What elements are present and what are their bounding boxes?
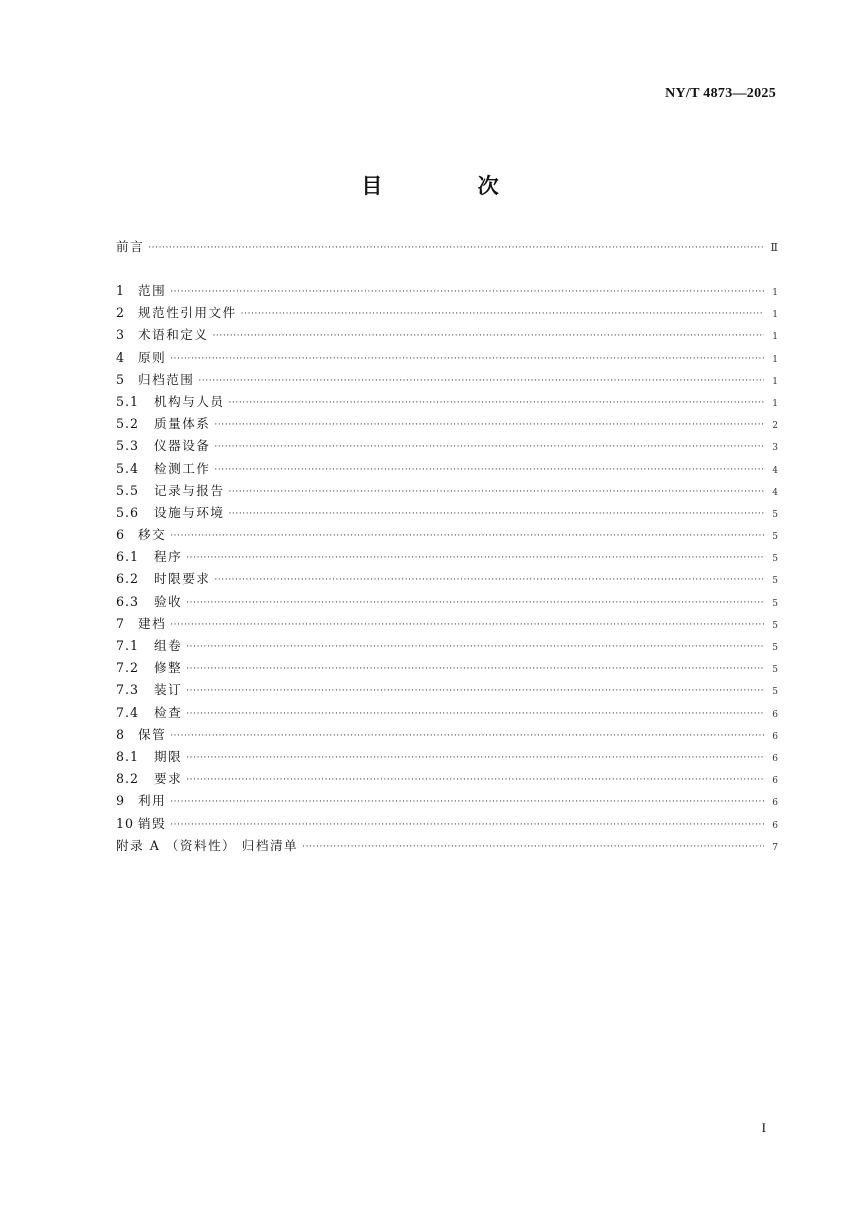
dot-leader <box>302 842 764 852</box>
toc-entry-page: 6 <box>772 798 778 809</box>
toc-entry-number: 7.3 <box>116 682 140 698</box>
dot-leader <box>228 398 764 408</box>
toc-entry-number: 7 <box>116 615 126 631</box>
toc-entry-page: 6 <box>772 731 778 742</box>
toc-entry-label: 程序 <box>154 549 183 565</box>
dot-leader <box>228 509 764 519</box>
toc-entry[interactable] <box>116 835 778 857</box>
page-title: 目 次 <box>361 174 543 198</box>
toc-entry-label: 利用 <box>138 793 167 809</box>
toc-entry-page: 5 <box>772 598 778 609</box>
toc-entry-number: 6 <box>116 527 126 543</box>
toc-entry[interactable] <box>116 369 778 391</box>
toc-entry-page: Ⅱ <box>770 241 778 254</box>
dot-leader <box>148 243 764 253</box>
toc-entry-number: 10 <box>116 815 135 831</box>
toc-entry-number: 9 <box>116 793 126 809</box>
toc-entry-page: 1 <box>772 332 778 343</box>
toc-entry-label: 归档范围 <box>138 371 195 387</box>
dot-leader <box>186 709 764 719</box>
toc-entry-number: 2 <box>116 305 126 321</box>
toc-entry-label: 要求 <box>154 771 183 787</box>
toc-entry-number: 6.1 <box>116 549 140 565</box>
toc-entry-label: 建档 <box>138 615 167 631</box>
dot-leader <box>214 420 764 430</box>
toc-entry-page: 1 <box>772 310 778 321</box>
toc-entry[interactable] <box>116 391 778 413</box>
dot-leader <box>214 575 764 585</box>
toc-entry-label: 销毁 <box>138 815 167 831</box>
toc-entry-number: 6.2 <box>116 571 140 587</box>
toc-entry-page: 6 <box>772 753 778 764</box>
dot-leader <box>214 465 764 475</box>
dot-leader <box>170 531 764 541</box>
toc-entry[interactable] <box>116 702 778 724</box>
toc-entry-label: 时限要求 <box>154 571 211 587</box>
toc-entry[interactable] <box>116 280 778 302</box>
toc-entry-label: 组卷 <box>154 638 183 653</box>
dot-leader <box>170 354 764 364</box>
page-number: I <box>761 1120 766 1135</box>
dot-leader <box>228 487 764 497</box>
toc-entry[interactable] <box>116 635 778 657</box>
toc-entry[interactable] <box>116 324 778 346</box>
toc-entry-number: 7.1 <box>116 638 140 653</box>
toc-entry[interactable] <box>116 813 778 835</box>
toc-entry-label: 移交 <box>138 527 167 543</box>
toc-entry-number: 6.3 <box>116 593 140 609</box>
toc-entry-number: 1 <box>116 283 126 298</box>
toc-entry[interactable] <box>116 458 778 480</box>
dot-leader <box>186 753 764 763</box>
toc-entry[interactable] <box>116 347 778 369</box>
toc-entry-label: 附录 A （资料性） 归档清单 <box>116 837 299 853</box>
dot-leader <box>170 731 764 741</box>
toc-entry-page: 6 <box>772 776 778 787</box>
toc-entry-page: 1 <box>772 288 778 298</box>
toc-entry-label: 检查 <box>154 704 183 720</box>
toc-entry[interactable] <box>116 413 778 435</box>
toc-entry-page: 6 <box>772 820 778 831</box>
toc-entry[interactable] <box>116 768 778 790</box>
toc-entry-number: 8 <box>116 726 126 742</box>
toc-entry-page: 5 <box>772 665 778 676</box>
toc-entry-label: 检测工作 <box>154 460 211 476</box>
dot-leader <box>170 287 764 297</box>
toc-entry-label: 装订 <box>154 682 183 698</box>
toc-entry-label: 质量体系 <box>154 416 211 432</box>
toc-entry-label: 术语和定义 <box>138 327 209 343</box>
toc-entry[interactable] <box>116 546 778 568</box>
toc-entry-label: 原则 <box>138 349 167 365</box>
toc-entry-number: 3 <box>116 327 126 343</box>
toc-entry-number: 5.3 <box>116 438 140 454</box>
toc-entry-label: 规范性引用文件 <box>138 305 237 321</box>
toc-entry[interactable] <box>116 657 778 679</box>
table-of-contents <box>116 236 778 857</box>
toc-entry-number: 5 <box>116 371 126 387</box>
toc-entry-number: 5.1 <box>116 393 140 409</box>
toc-entry-number: 5.4 <box>116 460 140 476</box>
toc-entry-label: 机构与人员 <box>154 393 225 409</box>
toc-entry-page: 7 <box>772 842 778 853</box>
toc-entry-number: 5.2 <box>116 416 140 432</box>
dot-leader <box>170 620 764 630</box>
toc-entry-number: 5.6 <box>116 504 140 520</box>
toc-entry-number: 8.1 <box>116 748 140 764</box>
toc-entry-page: 5 <box>772 509 778 520</box>
toc-entry-number: 4 <box>116 349 126 365</box>
dot-leader <box>170 820 764 830</box>
toc-entry-page: 5 <box>772 532 778 543</box>
toc-entry-page: 6 <box>772 709 778 720</box>
dot-leader <box>186 598 764 608</box>
toc-entry-page: 5 <box>772 576 778 587</box>
toc-entry-foreword[interactable] <box>116 236 778 256</box>
toc-entry-label: 前言 <box>116 239 145 254</box>
toc-entry[interactable] <box>116 679 778 701</box>
toc-entry-page: 1 <box>772 398 778 409</box>
toc-entry-page: 5 <box>772 643 778 653</box>
toc-entry-page: 5 <box>772 554 778 565</box>
dot-leader <box>212 331 764 341</box>
dot-leader <box>186 642 764 652</box>
toc-entry-label: 记录与报告 <box>154 482 225 498</box>
dot-leader <box>186 686 764 696</box>
toc-entry[interactable] <box>116 613 778 635</box>
toc-entry-page: 3 <box>772 443 778 454</box>
toc-entry-number: 5.5 <box>116 482 140 498</box>
toc-entry-page: 4 <box>772 465 778 476</box>
standard-code: NY/T 4873—2025 <box>665 86 776 101</box>
toc-entry-list <box>116 280 778 857</box>
toc-entry[interactable] <box>116 746 778 768</box>
toc-entry[interactable] <box>116 524 778 546</box>
toc-entry-label: 保管 <box>138 726 167 742</box>
toc-entry-page: 2 <box>772 421 778 432</box>
toc-entry-page: 5 <box>772 687 778 698</box>
toc-entry-label: 验收 <box>154 593 183 609</box>
toc-entry-page: 1 <box>772 354 778 365</box>
dot-leader <box>170 797 764 807</box>
dot-leader <box>214 442 764 452</box>
toc-entry-number: 7.2 <box>116 660 140 676</box>
toc-entry[interactable] <box>116 568 778 590</box>
dot-leader <box>186 775 764 785</box>
toc-entry-label: 设施与环境 <box>154 504 225 520</box>
toc-entry[interactable] <box>116 591 778 613</box>
toc-entry[interactable] <box>116 724 778 746</box>
toc-entry[interactable] <box>116 435 778 457</box>
toc-entry-page: 4 <box>772 487 778 498</box>
dot-leader <box>186 553 764 563</box>
toc-entry-label: 修整 <box>154 660 183 676</box>
toc-entry-label: 仪器设备 <box>154 438 211 454</box>
toc-entry-number: 8.2 <box>116 771 140 787</box>
toc-entry[interactable] <box>116 502 778 524</box>
toc-entry-label: 期限 <box>154 748 183 764</box>
toc-entry[interactable] <box>116 790 778 812</box>
toc-entry-number: 7.4 <box>116 704 140 720</box>
toc-entry-page: 1 <box>772 376 778 387</box>
dot-leader <box>198 376 764 386</box>
toc-entry-page: 5 <box>772 620 778 631</box>
dot-leader <box>241 309 764 319</box>
dot-leader <box>186 664 764 674</box>
toc-entry[interactable] <box>116 302 778 324</box>
toc-entry-label: 范围 <box>138 283 167 298</box>
toc-entry[interactable] <box>116 480 778 502</box>
